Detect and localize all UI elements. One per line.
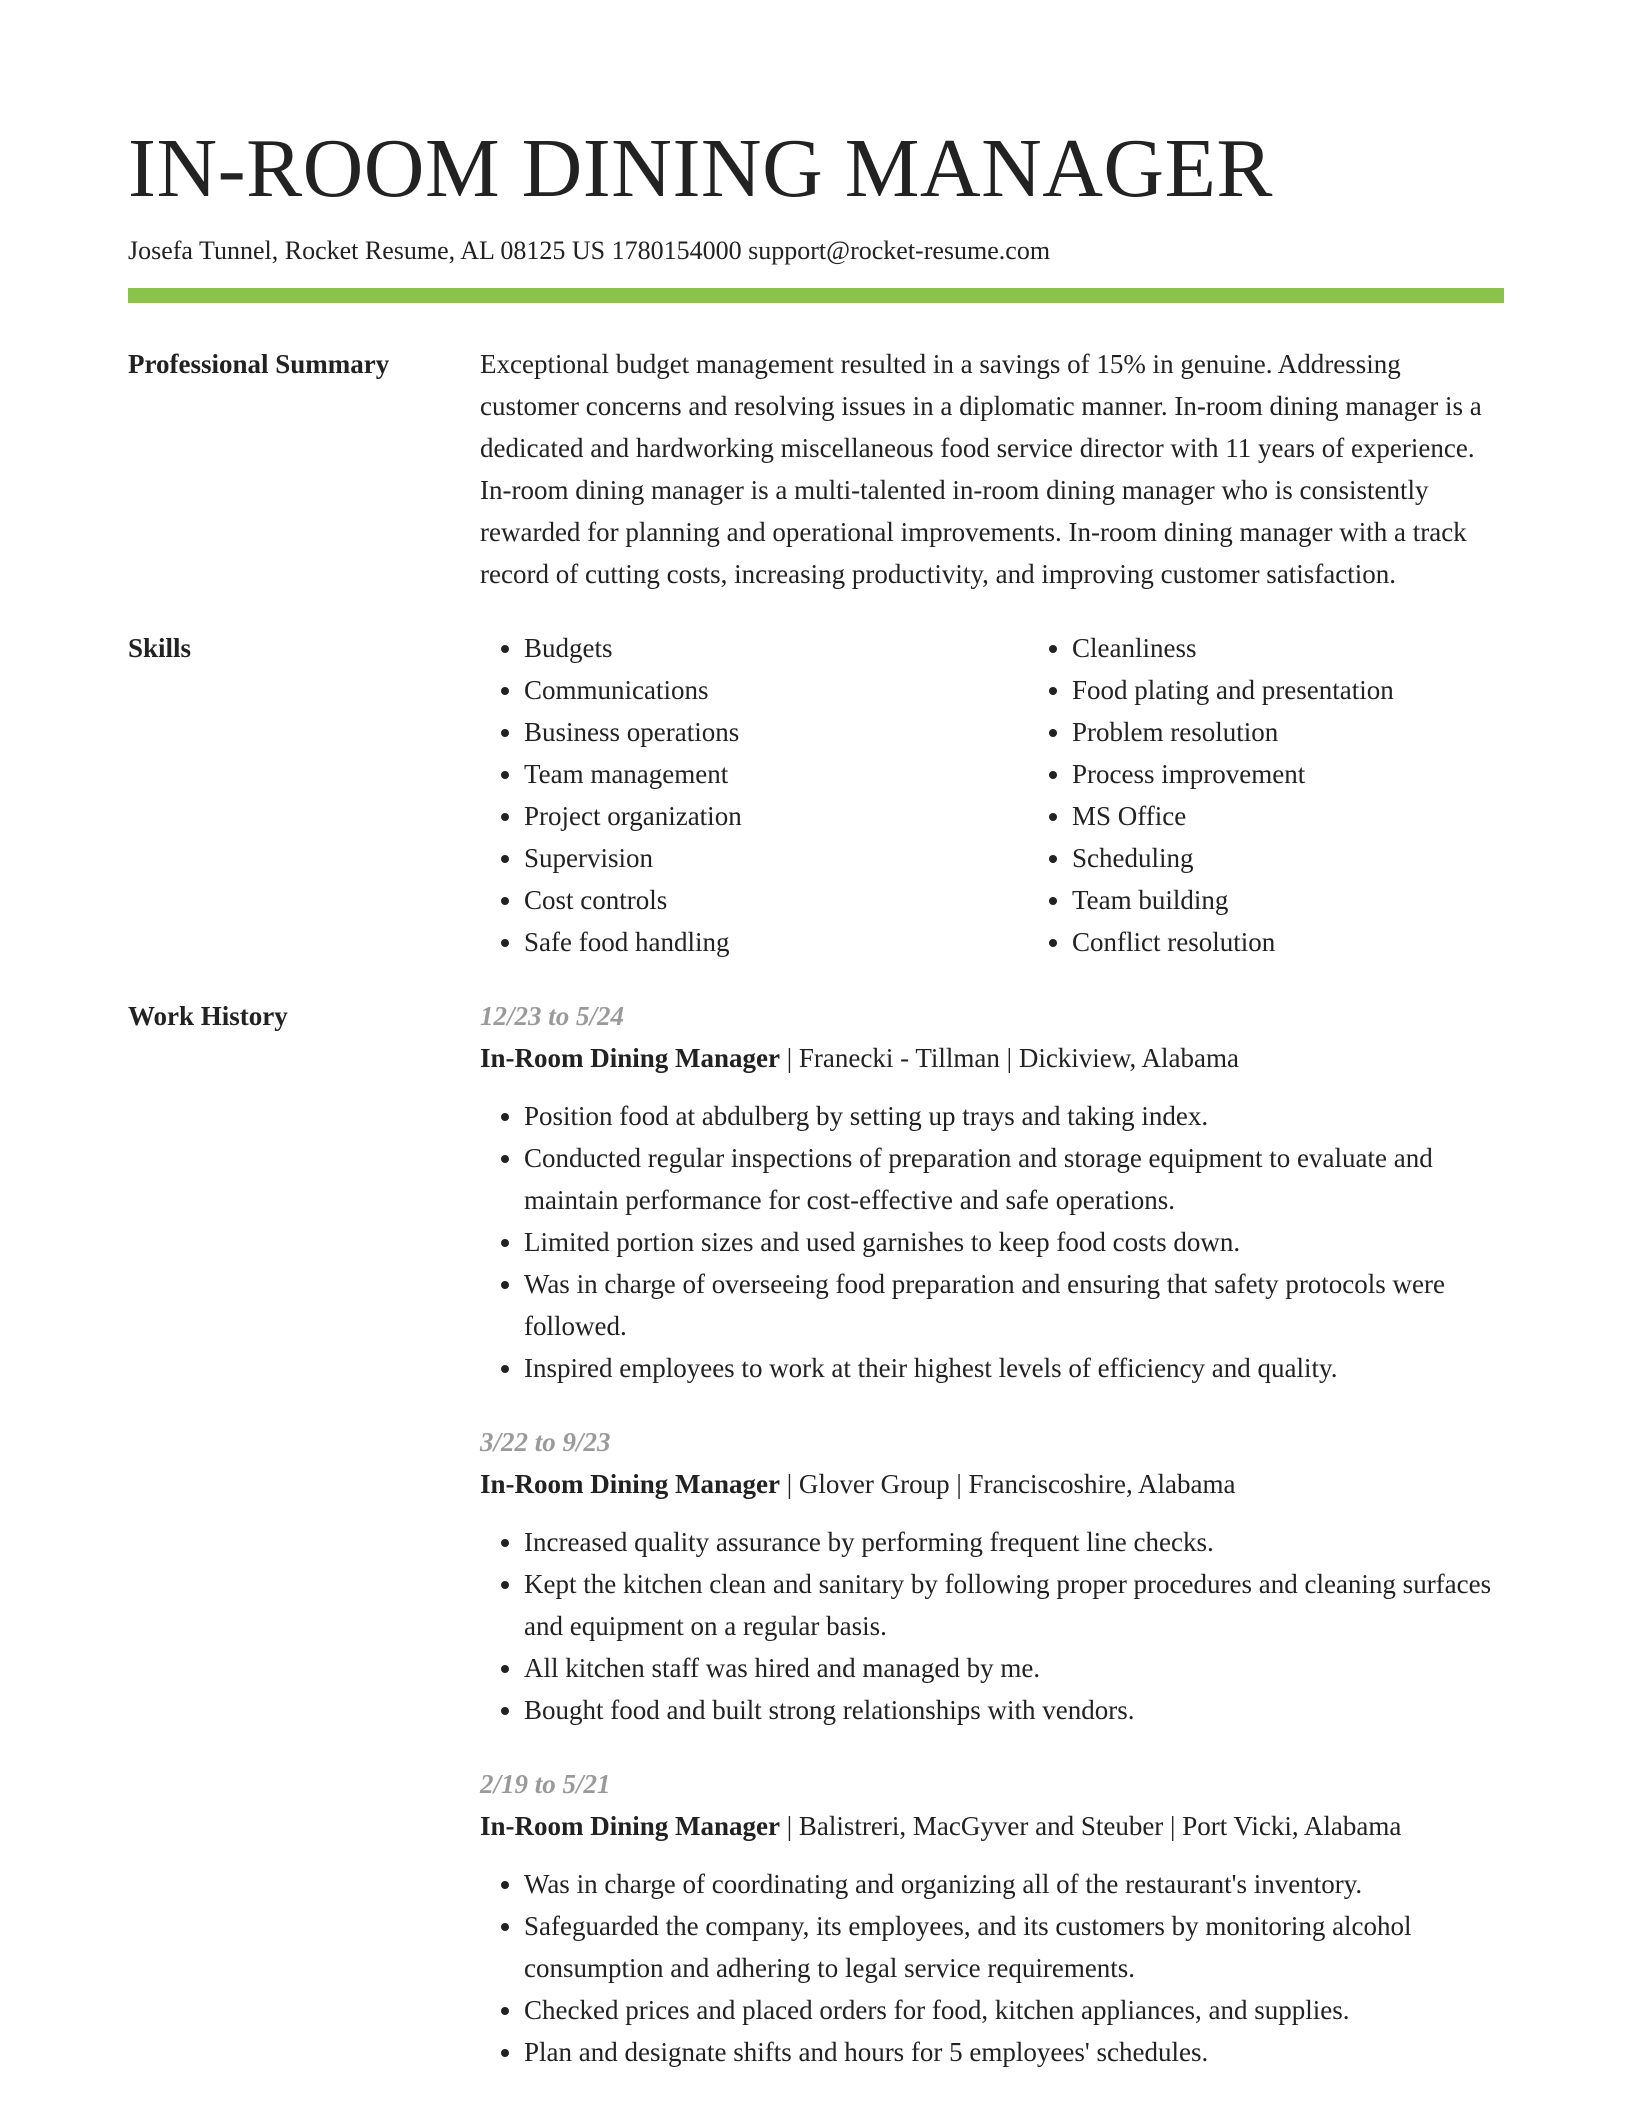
skill-item: • Safe food handling [524, 921, 1028, 963]
job-title: In-Room Dining Manager [480, 1469, 781, 1499]
skill-item: • Team building [1072, 879, 1576, 921]
skills-section [128, 627, 1504, 963]
resume-title: IN-ROOM DINING MANAGER [128, 122, 1273, 215]
job-heading [480, 1805, 1504, 1847]
skill-item: • Process improvement [1072, 753, 1576, 795]
job-bullet: • Limited portion sizes and used garnishes to keep food costs down. [524, 1221, 1504, 1263]
section-heading-summary: Professional Summary [128, 349, 390, 379]
job-dates: 2/19 to 5/21 [480, 1769, 611, 1799]
skill-item: • Supervision [524, 837, 1028, 879]
job-title: In-Room Dining Manager [480, 1811, 781, 1841]
job-bullet: • Safeguarded the company, its employees, and its customers by monitoring alcohol consumption and adhering to legal service requirements. [524, 1905, 1504, 1989]
job-bullet: • Increased quality assurance by performing frequent line checks. [524, 1521, 1504, 1563]
skills-list-right [1028, 627, 1576, 963]
skill-item: • Cost controls [524, 879, 1028, 921]
job-heading [480, 1037, 1504, 1079]
skill-item: • Scheduling [1072, 837, 1576, 879]
skill-item: • Project organization [524, 795, 1028, 837]
job-bullet: • Checked prices and placed orders for food, kitchen appliances, and supplies. [524, 1989, 1504, 2031]
job-dates: 3/22 to 9/23 [480, 1427, 611, 1457]
job-entry [480, 1763, 1504, 2073]
job-bullet: • Was in charge of overseeing food preparation and ensuring that safety protocols were followed. [524, 1263, 1504, 1347]
contact-line: Josefa Tunnel, Rocket Resume, AL 08125 US 1780154000 support@rocket-resume.com [128, 236, 1051, 265]
job-heading [480, 1463, 1504, 1505]
skills-list-left [480, 627, 1028, 963]
skill-item: • Budgets [524, 627, 1028, 669]
job-company-location: | Balistreri, MacGyver and Steuber | Port Vicki, Alabama [780, 1811, 1402, 1841]
job-bullet-list [480, 1521, 1504, 1731]
skill-item: • Problem resolution [1072, 711, 1576, 753]
professional-summary-section [128, 343, 1504, 595]
job-bullet-list [480, 1863, 1504, 2073]
job-bullet: • Was in charge of coordinating and organizing all of the restaurant's inventory. [524, 1863, 1504, 1905]
job-bullet: • Plan and designate shifts and hours for 5 employees' schedules. [524, 2031, 1504, 2073]
job-entry [480, 995, 1504, 1389]
skill-item: • Team management [524, 753, 1028, 795]
skill-item: • Communications [524, 669, 1028, 711]
skill-item: • Business operations [524, 711, 1028, 753]
skill-item: • MS Office [1072, 795, 1576, 837]
skill-item: • Conflict resolution [1072, 921, 1576, 963]
job-bullet: • Kept the kitchen clean and sanitary by following proper procedures and cleaning surfaces and equipment on a regular basis. [524, 1563, 1504, 1647]
job-bullet-list [480, 1095, 1504, 1389]
job-bullet: • Position food at abdulberg by setting up trays and taking index. [524, 1095, 1504, 1137]
job-company-location: | Franecki - Tillman | Dickiview, Alabama [780, 1043, 1240, 1073]
job-bullet: • Bought food and built strong relationships with vendors. [524, 1689, 1504, 1731]
section-heading-skills: Skills [128, 633, 192, 663]
skill-item: • Cleanliness [1072, 627, 1576, 669]
job-bullet: • All kitchen staff was hired and managed by me. [524, 1647, 1504, 1689]
job-title: In-Room Dining Manager [480, 1043, 781, 1073]
work-history-section [128, 995, 1504, 2105]
section-heading-work: Work History [128, 1001, 288, 1031]
job-list [480, 995, 1504, 2105]
job-bullet: • Conducted regular inspections of preparation and storage equipment to evaluate and maintain performance for cost-effective and safe operations. [524, 1137, 1504, 1221]
summary-text: Exceptional budget management resulted in a savings of 15% in genuine. Addressing customer concerns and resolving issues in a diplomatic manner. In-room dining manager is a dedicated and hardworking miscellaneous food service director with 11 years of experience. In-room dining manager is a multi-talented in-room dining manager who is consistently rewarded for planning and operational improvements. In-room dining manager with a track record of cutting costs, increasing productivity, and improving customer satisfaction. [480, 349, 1482, 589]
job-dates: 12/23 to 5/24 [480, 1001, 625, 1031]
resume-page [128, 0, 1504, 2105]
skill-item: • Food plating and presentation [1072, 669, 1576, 711]
accent-divider [128, 288, 1504, 303]
job-bullet: • Inspired employees to work at their highest levels of efficiency and quality. [524, 1347, 1504, 1389]
job-entry [480, 1421, 1504, 1731]
job-company-location: | Glover Group | Franciscoshire, Alabama [780, 1469, 1236, 1499]
